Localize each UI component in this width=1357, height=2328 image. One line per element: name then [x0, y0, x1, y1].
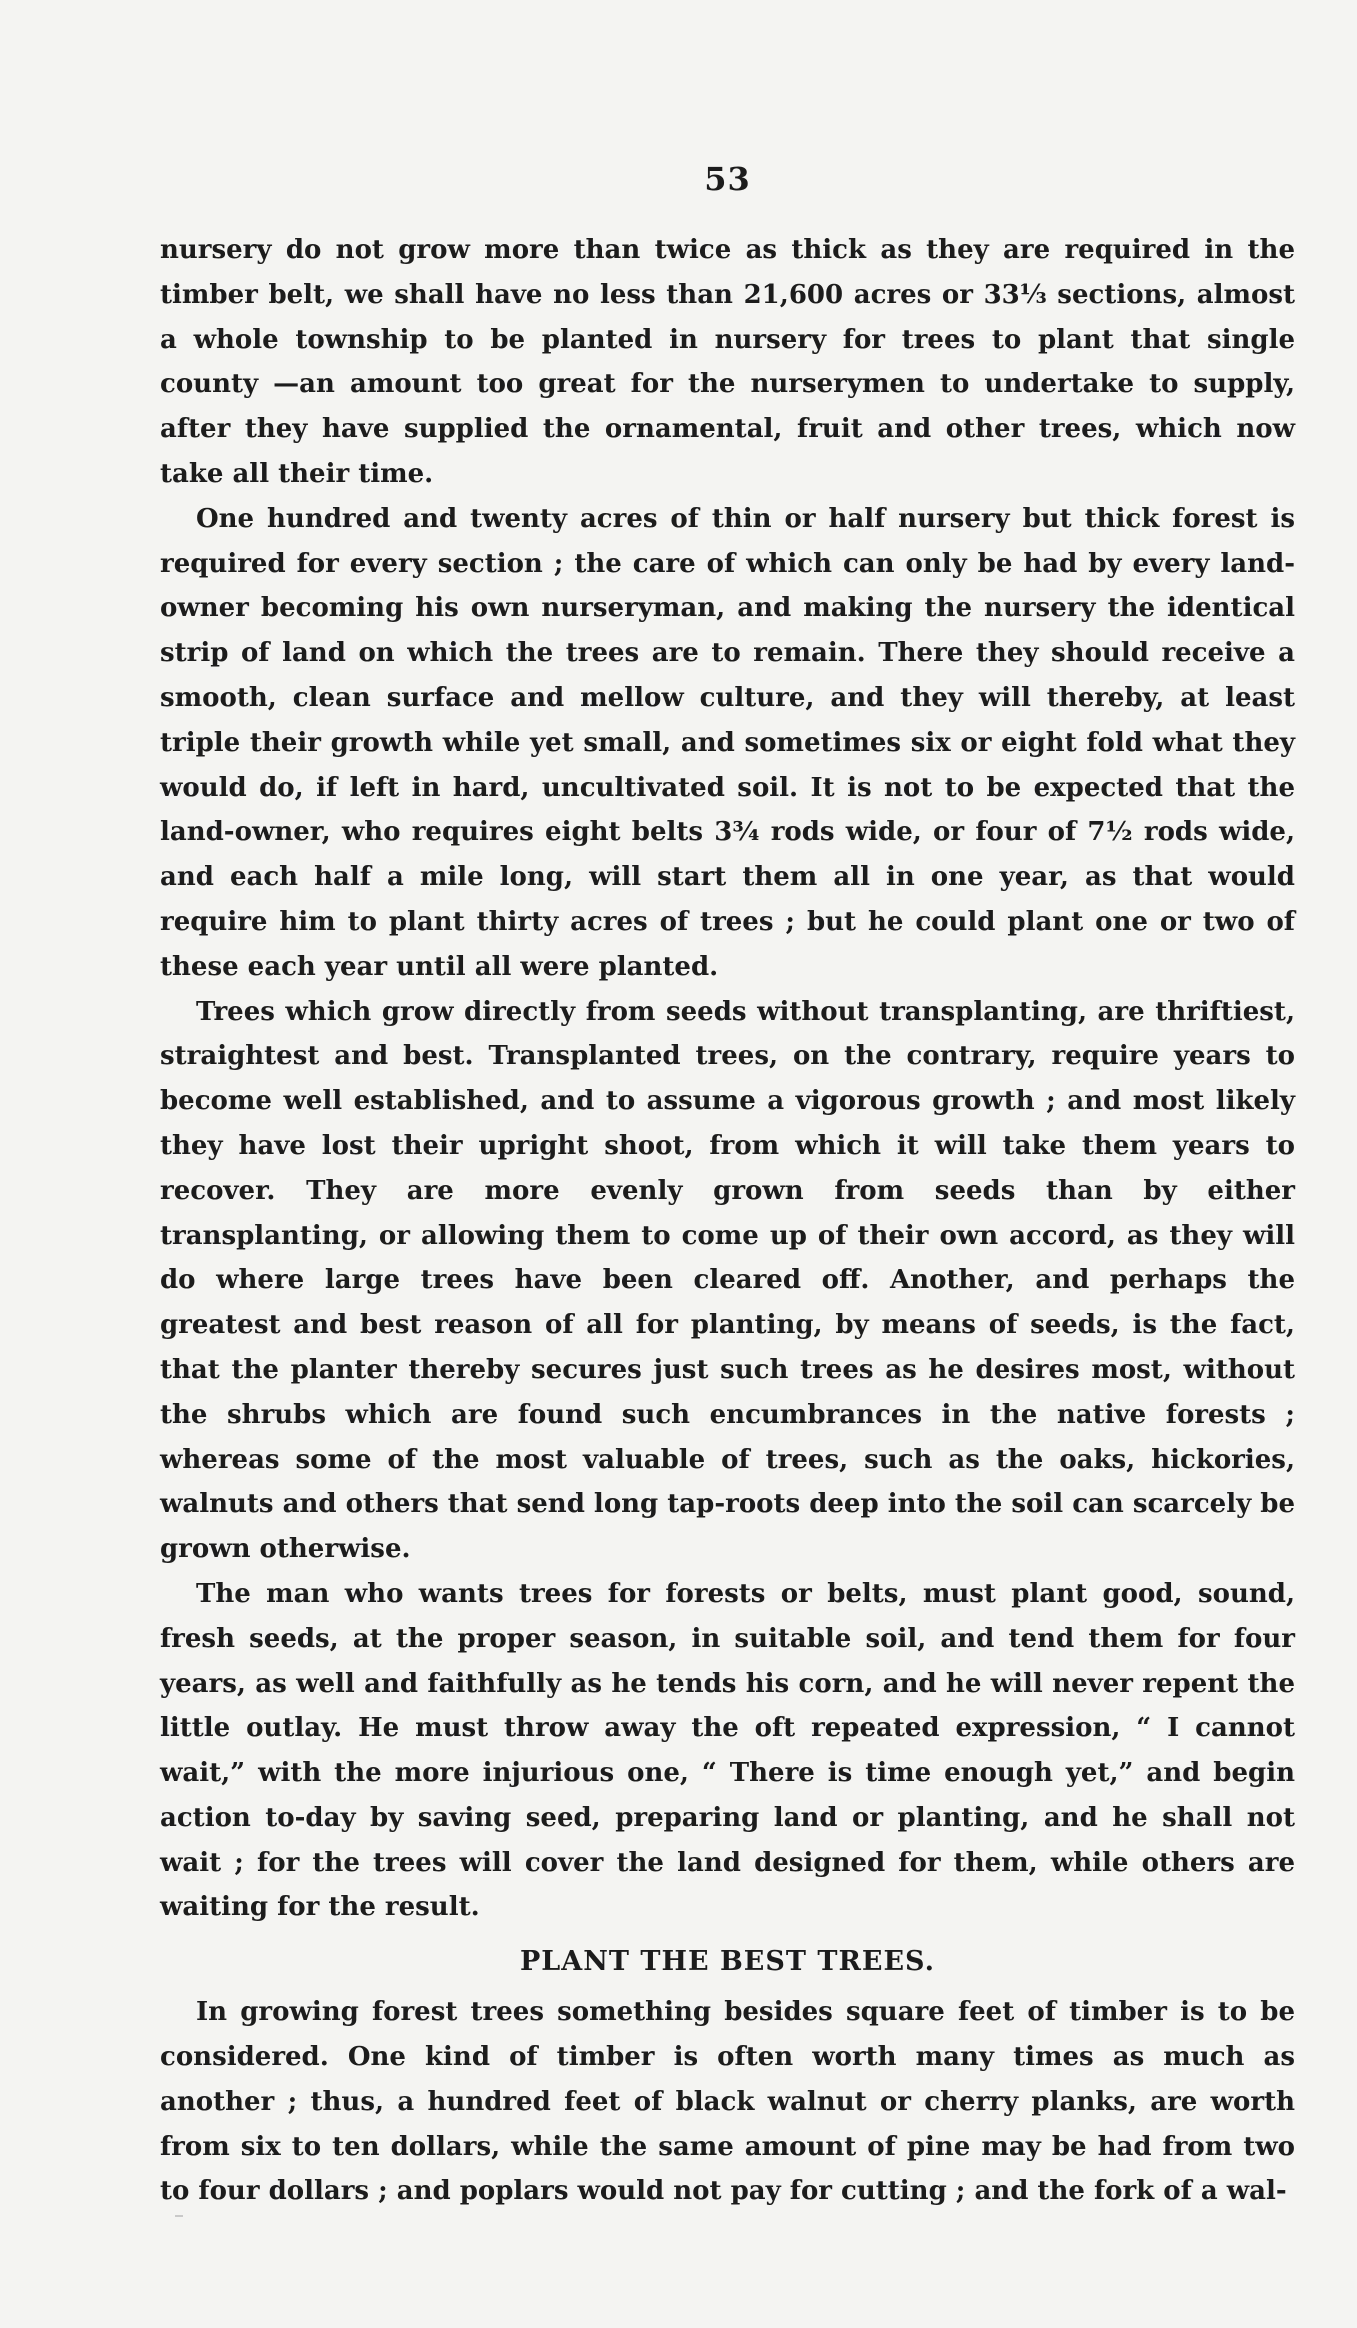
paragraph-man-who-wants-trees: The man who wants trees for forests or belts, must plant good, sound, fresh seeds, at the proper season, in suitable soil, and tend them for four years, as well and faithfully as he tends his corn, and he will never repent the little outlay. He must throw away the oft repeated expression, “ I cannot wait,” with the more injurious one, “ There is time enough yet,” and begin action to-day by saving seed, preparing land or planting, and he shall not wait ; for the trees will cover the land designed for them, while others are waiting for the result.	[160, 1578, 1295, 1923]
section-heading: PLANT THE BEST TREES.	[519, 1946, 935, 1978]
paragraph-continued: nursery do not grow more than twice as thick as they are required in the timber belt, we shall have no less than 21,600 acres or 33⅓ sections, almost a whole township to be planted in nursery for trees to plant that single county —an amount too great for the nurserymen to undertake to supply, after they have supplied the ornamental, fruit and other trees, which now take all their time.	[160, 235, 1295, 489]
paragraph-growing-forest-trees: In growing forest trees something besides square feet of timber is to be considered. One kind of timber is often worth many times as much as another ; thus, a hundred feet of black walnut or cherry planks, are worth from six to ten dollars, while the same amount of pine may be had from two to four dollars ; and poplars would not pay for cutting ; and the fork of a wal-	[160, 1997, 1295, 2207]
paper-speck	[175, 2215, 183, 2217]
paragraph-nursery-section: One hundred and twenty acres of thin or half nursery but thick forest is required for every section ; the care of which can only be had by every land-owner becoming his own nurseryman, and making the nursery the identical strip of land on which the trees are to remain. There they should receive a smooth, clean surface and mellow culture, and they will thereby, at least triple their growth while yet small, and sometimes six or eight fold what they would do, if left in hard, uncultivated soil. It is not to be expected that the land-owner, who requires eight belts 3¾ rods wide, or four of 7½ rods wide, and each half a mile long, will start them all in one year, as that would require him to plant thirty acres of trees ; but he could plant one or two of these each year until all were planted.	[160, 503, 1295, 982]
page-number: 53	[704, 160, 751, 198]
paragraph-trees-from-seeds: Trees which grow directly from seeds without transplanting, are thriftiest, straightest and best. Transplanted trees, on the contrary, require years to become well established, and to assume a vigorous growth ; and most likely they have lost their upright shoot, from which it will take them years to recover. They are more evenly grown from seeds than by either transplanting, or allowing them to come up of their own accord, as they will do where large trees have been cleared off. Another, and perhaps the greatest and best reason of all for planting, by means of seeds, is the fact, that the planter thereby secures just such trees as he desires most, without the shrubs which are found such encumbrances in the native forests ; whereas some of the most valuable of trees, such as the oaks, hickories, walnuts and others that send long tap-roots deep into the soil can scarcely be grown otherwise.	[160, 996, 1295, 1565]
page-body	[160, 228, 1295, 2214]
